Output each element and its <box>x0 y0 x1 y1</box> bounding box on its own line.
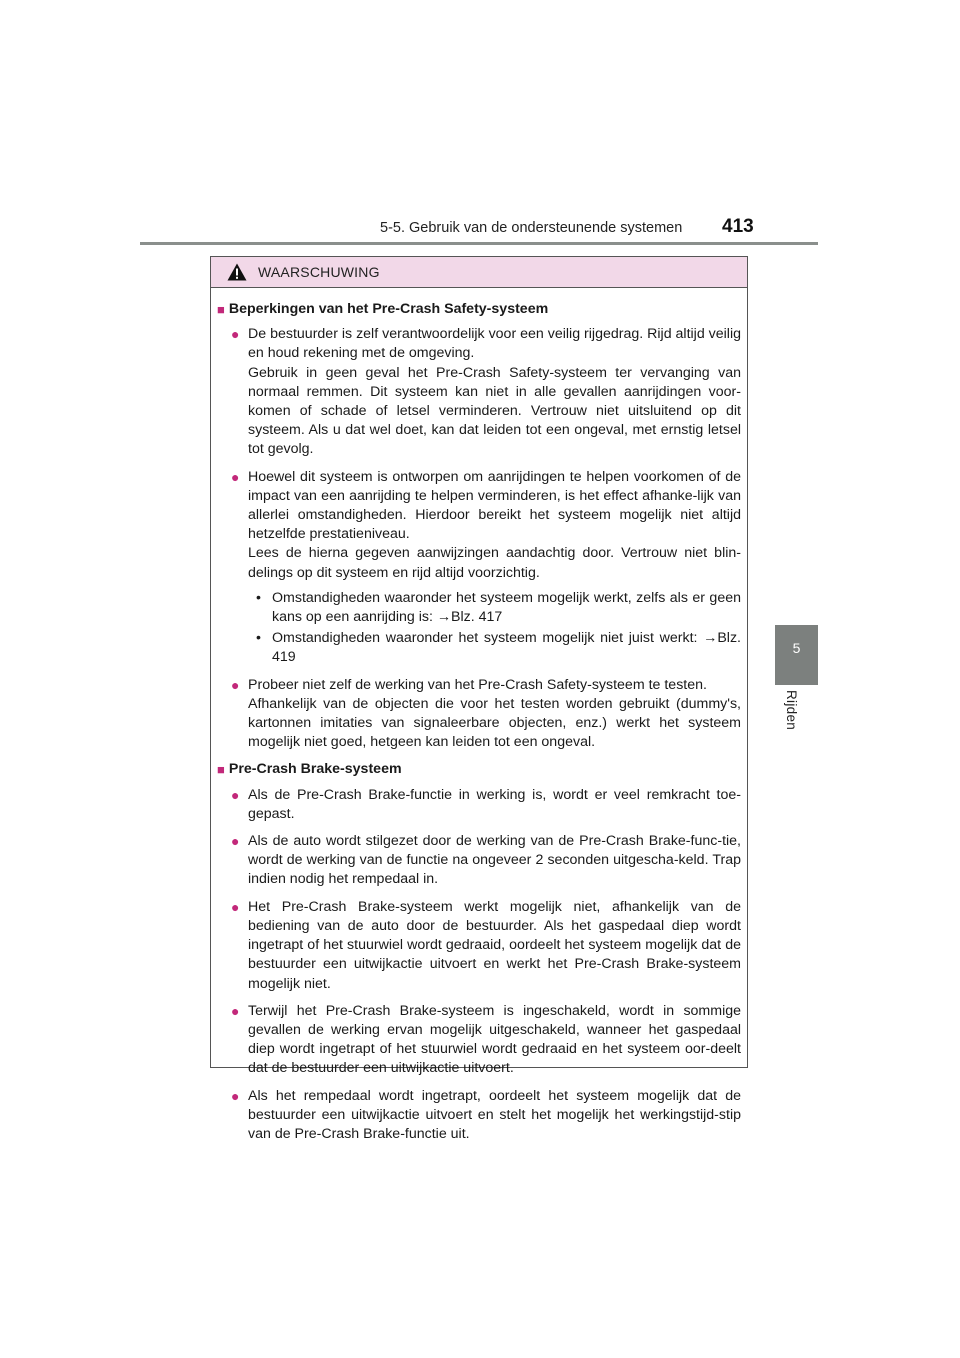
paragraph: De bestuurder is zelf verantwoordelijk voor een veilig rijgedrag. Rijd altijd veilig en houd rekening met de omgeving. <box>248 326 741 362</box>
paragraph: Terwijl het Pre-Crash Brake-systeem is ingeschakeld, wordt in sommige gevallen de werking ervan mogelijk uitgeschakeld, wanneer het gaspedaal diep wordt ingetrapt of het stuurwiel wordt gedraaid en het systeem oor-deelt dat de bestuurder een uitwijkactie uitvoert. <box>248 1002 741 1077</box>
warning-triangle-icon <box>227 263 247 281</box>
paragraph: Lees de hierna gegeven aanwijzingen aandachtig door. Vertrouw niet blin-delings op dit systeem en rijd altijd voorzichtig. <box>248 545 741 581</box>
list-item <box>231 898 741 994</box>
circle-bullet-icon: ● <box>231 326 240 343</box>
warning-body <box>211 288 747 1144</box>
paragraph: Het Pre-Crash Brake-systeem werkt mogelijk niet, afhankelijk van de bediening van de auto door de bestuurder. Als het gaspedaal diep wordt ingetrapt of het stuurwiel wordt gedraaid, oordeelt het systeem mogelijk dat de bestuurder een uitwijkactie uitvoert en werkt het Pre-Crash Brake-systeem mogelijk niet. <box>248 898 741 992</box>
section-heading <box>217 760 741 779</box>
square-bullet-icon: ■ <box>217 302 225 317</box>
list-item <box>231 786 741 824</box>
list-item <box>231 468 741 668</box>
paragraph: Gebruik in geen geval het Pre-Crash Safety-systeem ter vervanging van normaal remmen. Dit systeem kan niet in alle gevallen aanrijdingen voor-komen of schade of letsel verminderen. Vertrouw niet uitsluitend op dit systeem. Als u dat wel doet, kan dat leiden tot een ongeval, met ernstig letsel tot gevolg. <box>248 364 741 458</box>
circle-bullet-icon: ● <box>231 468 240 485</box>
section-heading <box>217 300 741 319</box>
sub-list-item <box>256 629 741 667</box>
paragraph: Als de auto wordt stilgezet door de werking van de Pre-Crash Brake-func-tie, wordt de werking van de functie na ongeveer 2 seconden uitgescha-keld. Trap indien nodig het rempedaal in. <box>248 833 741 888</box>
circle-bullet-icon: ● <box>231 786 240 803</box>
list-item <box>231 325 741 459</box>
section-heading-text: Pre-Crash Brake-systeem <box>228 761 402 778</box>
paragraph: Als de Pre-Crash Brake-functie in werking is, wordt er veel remkracht toe-gepast. <box>248 786 741 822</box>
list-item <box>231 1002 741 1079</box>
paragraph: Probeer niet zelf de werking van het Pre-Crash Safety-systeem te testen. <box>248 676 707 693</box>
chapter-label: Rijden <box>784 690 799 731</box>
section-heading-text: Beperkingen van het Pre-Crash Safety-systeem <box>228 301 549 317</box>
sub-item-text: Omstandigheden waaronder het systeem mogelijk niet juist werkt: →Blz. 419 <box>272 630 741 666</box>
dot-bullet-icon: • <box>256 630 261 647</box>
page-number: 413 <box>722 216 754 237</box>
circle-bullet-icon: ● <box>231 833 240 850</box>
warning-box <box>210 256 748 1142</box>
list-item <box>231 832 741 890</box>
circle-bullet-icon: ● <box>231 676 240 693</box>
chapter-number: 5 <box>792 640 801 656</box>
circle-bullet-icon: ● <box>231 1087 240 1104</box>
paragraph: Als het rempedaal wordt ingetrapt, oordeelt het systeem mogelijk dat de bestuurder een uitwijkactie uitvoert en stelt het mogelijk het werkingstijd-stip van de Pre-Crash Brake-functie uit. <box>248 1087 741 1142</box>
paragraph: Afhankelijk van de objecten die voor het testen worden gebruikt (dummy's, kartonnen imitaties van signaleerbare objecten, enz.) werkt het systeem mogelijk niet goed, hetgeen kan leiden tot een ongeval. <box>248 695 741 751</box>
warning-header <box>211 257 747 288</box>
sub-list-item <box>256 589 741 627</box>
sub-item-text: Omstandigheden waaronder het systeem mogelijk werkt, zelfs als er geen kans op een aanrijding is: →Blz. 417 <box>272 589 741 626</box>
circle-bullet-icon: ● <box>231 1002 240 1019</box>
square-bullet-icon: ■ <box>217 762 225 778</box>
header-divider <box>140 242 818 245</box>
section-title: 5-5. Gebruik van de ondersteunende systemen <box>380 220 683 236</box>
list-item <box>231 676 741 753</box>
list-item <box>231 1087 741 1145</box>
warning-title: WAARSCHUWING <box>258 264 380 280</box>
paragraph: Hoewel dit systeem is ontworpen om aanrijdingen te helpen voorkomen of de impact van een aanrijding te helpen verminderen, is het effect afhanke-lijk van allerlei omstandigheden. Hierdoor bereikt het systeem mogelijk niet altijd hetzelfde prestatieniveau. <box>248 468 741 543</box>
dot-bullet-icon: • <box>256 589 261 606</box>
circle-bullet-icon: ● <box>231 898 240 915</box>
